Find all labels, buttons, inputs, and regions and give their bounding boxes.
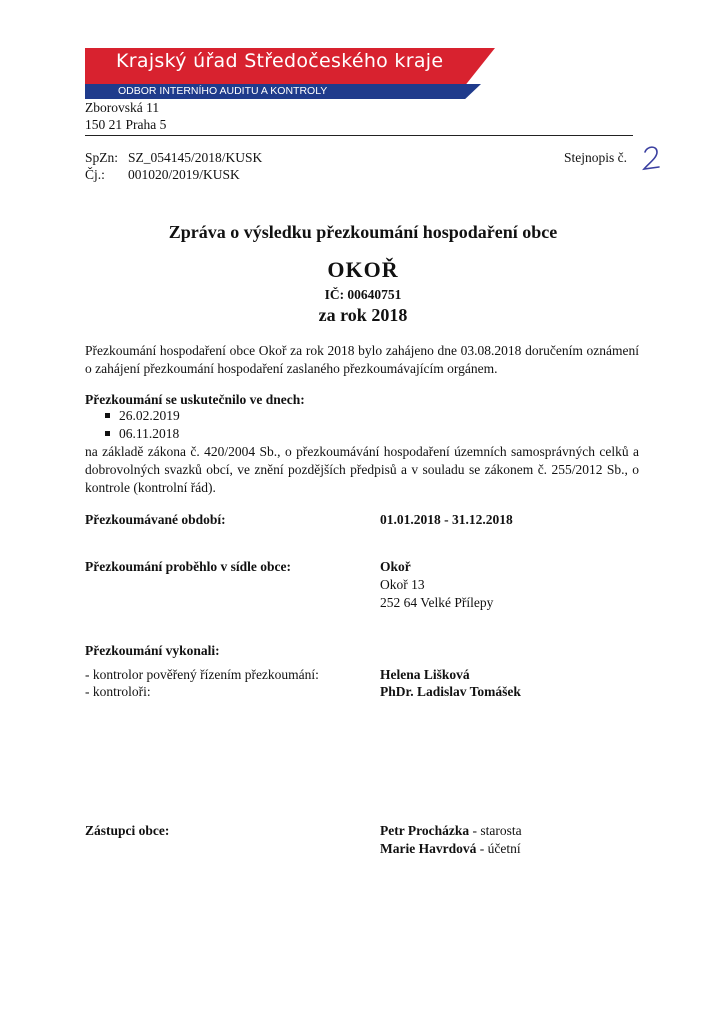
date-item: 06.11.2018 [85,425,180,443]
place-address2: 252 64 Velké Přílepy [380,595,494,610]
period-value: 01.01.2018 - 31.12.2018 [380,512,513,527]
cj-value: 001020/2019/KUSK [128,167,240,182]
rep1-role: - starosta [469,823,522,838]
spzn-value: SZ_054145/2018/KUSK [128,150,263,165]
address-line1: Zborovská 11 [85,100,160,115]
rep2-name: Marie Havrdová [380,841,477,856]
place-name: Okoř [380,559,411,574]
lead-controller-label: - kontrolor pověřený řízením přezkoumání: [85,667,319,682]
period-label: Přezkoumávané období: [85,512,226,527]
legal-basis-paragraph: na základě zákona č. 420/2004 Sb., o přezkoumávání hospodaření územních samosprávných celků a dobrovolných svazků obcí, ve znění pozdějších předpisů a v souladu se zákonem č. 255/2012 Sb., o kontrole (kontrolní řád). [85,444,639,495]
intro-paragraph: Přezkoumání hospodaření obce Okoř za rok 2018 bylo zahájeno dne 03.08.2018 doručením oznámení o zahájení přezkoumání hospodaření zaslaného přezkoumávajícím orgánem. [85,343,639,376]
municipality-name: OKOŘ [327,257,399,282]
representatives-label: Zástupci obce: [85,823,170,838]
handwritten-copy-number [640,143,664,173]
ic-number: IČ: 00640751 [324,287,402,302]
cj-label: Čj.: [85,167,105,182]
performed-label: Přezkoumání vykonali: [85,643,220,658]
address-line2: 150 21 Praha 5 [85,117,167,132]
place-label: Přezkoumání proběhlo v sídle obce: [85,559,292,574]
representative-1 [380,822,522,840]
place-address1: Okoř 13 [380,577,425,592]
lead-controller-name: Helena Lišková [380,667,470,682]
header-divider [85,135,633,136]
representative-2 [380,840,521,858]
report-heading: Zpráva o výsledku přezkoumání hospodaření obce [168,222,558,242]
rep1-name: Petr Procházka [380,823,470,838]
controllers-label: - kontroloři: [85,684,151,699]
department-title: ODBOR INTERNÍHO AUDITU A KONTROLY [118,85,328,97]
report-year: za rok 2018 [318,305,408,325]
office-title: Krajský úřad Středočeského kraje [116,50,444,72]
controllers-name: PhDr. Ladislav Tomášek [380,684,521,699]
date-item: 26.02.2019 [85,407,180,425]
copy-label: Stejnopis č. [564,150,627,165]
rep2-role: - účetní [476,841,521,856]
dates-heading: Přezkoumání se uskutečnilo ve dnech: [85,392,305,407]
spzn-label: SpZn: [85,150,119,165]
dates-list [85,407,180,443]
